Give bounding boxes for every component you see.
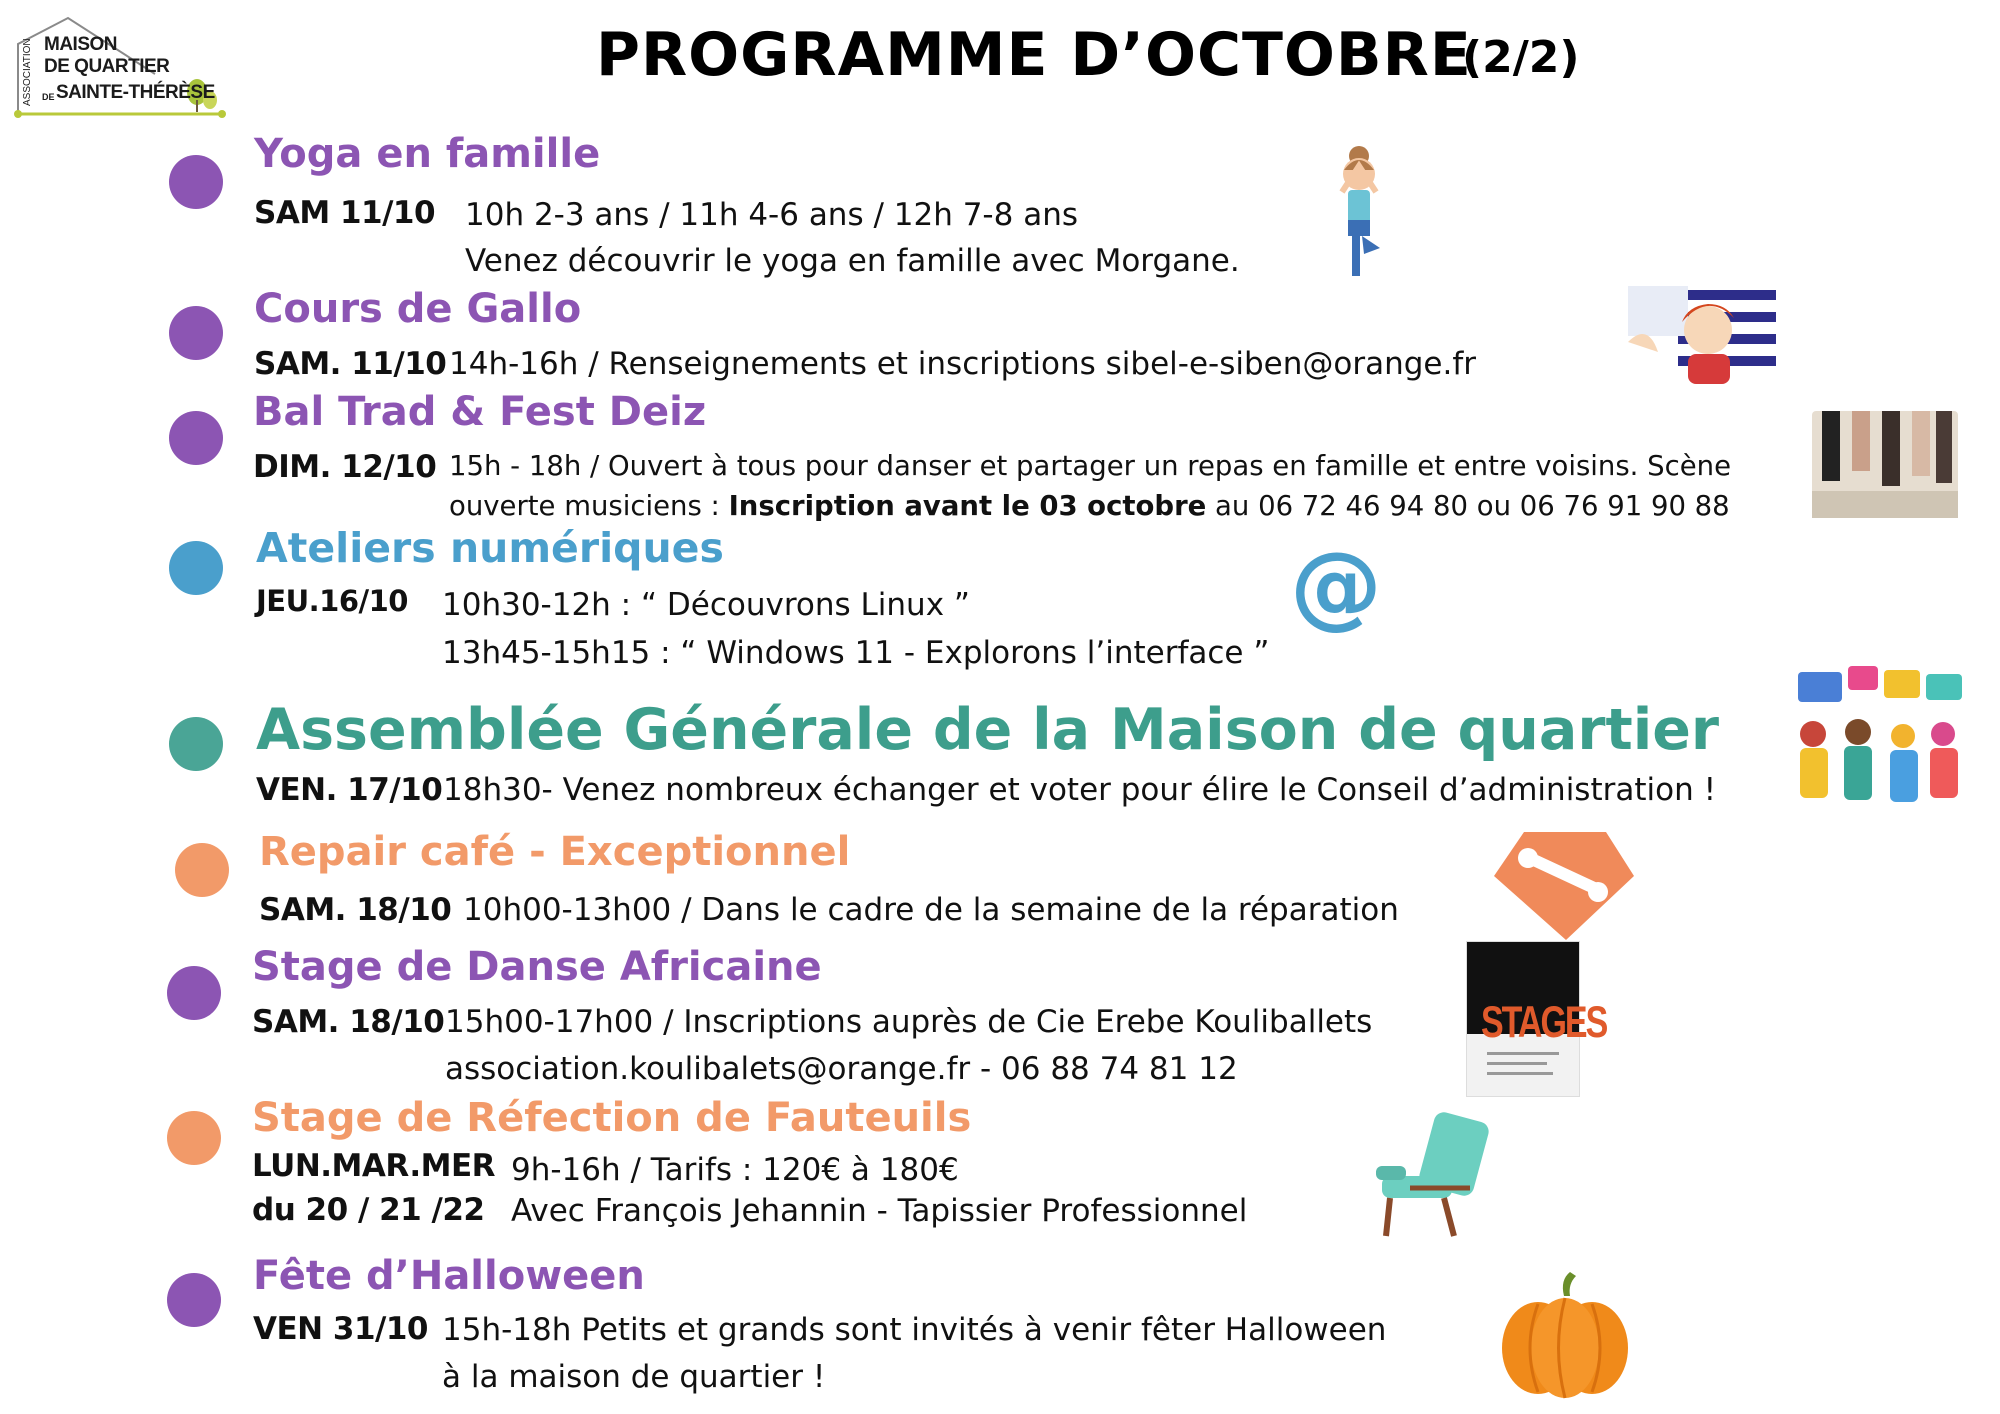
event-title-numerique: Ateliers numériques: [256, 524, 724, 572]
yoga-child-icon: [1322, 144, 1396, 286]
event-title-fauteuils: Stage de Réfection de Fauteuils: [252, 1095, 972, 1141]
event-detail-line: 10h30-12h : “ Découvrons Linux ”: [442, 587, 970, 623]
event-title-gallo: Cours de Gallo: [254, 286, 582, 332]
stages-poster: [1466, 941, 1607, 1097]
gallo-character-icon: [1618, 282, 1780, 390]
at-sign-icon: @: [1290, 532, 1382, 639]
event-date-assemblee: VEN. 17/10: [256, 772, 443, 808]
event-bullet: [169, 411, 223, 465]
people-discussion-icon: [1778, 664, 1978, 824]
event-detail-line: 18h30- Venez nombreux échanger et voter pour élire le Conseil d’administration !: [443, 772, 1717, 808]
pumpkin-icon: [1498, 1270, 1632, 1400]
logo-line2: DE QUARTIER: [44, 56, 170, 77]
event-detail-line: 15h00-17h00 / Inscriptions auprès de Cie Erebe Kouliballets: [445, 1004, 1373, 1040]
poster-title: STAGES: [1481, 998, 1607, 1048]
logo-line3: SAINTE-THÉRÈSE: [56, 82, 215, 103]
armchair-icon: [1370, 1112, 1490, 1238]
page-part-indicator: (2/2): [1462, 32, 1580, 83]
event-detail-line: 10h 2-3 ans / 11h 4-6 ans / 12h 7-8 ans: [465, 197, 1078, 233]
event-date-yoga: SAM 11/10: [254, 195, 436, 231]
event-date-numerique: JEU.16/10: [256, 584, 408, 618]
logo-association-text: ASSOCIATION: [22, 38, 33, 106]
event-detail-line: 15h - 18h / Ouvert à tous pour danser et partager un repas en famille et entre voisins. Scène: [449, 450, 1732, 482]
event-detail-emphasis: Inscription avant le 03 octobre: [728, 490, 1207, 522]
wrench-fist-icon: [1494, 832, 1634, 940]
event-bullet: [167, 1111, 221, 1165]
event-date-baltrad: DIM. 12/10: [253, 449, 437, 485]
event-date-repair: SAM. 18/10: [259, 892, 452, 928]
association-logo: [10, 14, 235, 119]
event-detail-line: Avec François Jehannin - Tapissier Professionnel: [511, 1193, 1248, 1229]
event-detail-line: 15h-18h Petits et grands sont invités à venir fêter Halloween: [442, 1312, 1387, 1348]
logo-de: DE: [42, 92, 55, 102]
event-date-halloween: VEN 31/10: [253, 1311, 429, 1347]
event-detail-line: 9h-16h / Tarifs : 120€ à 180€: [511, 1152, 959, 1188]
event-detail-line-composite: [449, 490, 1730, 522]
event-title-danse: Stage de Danse Africaine: [252, 944, 822, 990]
event-bullet: [175, 843, 229, 897]
event-detail-line: à la maison de quartier !: [442, 1359, 826, 1395]
logo-line1: MAISON: [44, 34, 117, 55]
event-title-halloween: Fête d’Halloween: [253, 1253, 645, 1299]
event-detail-text: au 06 72 46 94 80 ou 06 76 91 90 88: [1206, 490, 1730, 522]
event-bullet: [167, 1273, 221, 1327]
event-title-repair: Repair café - Exceptionnel: [259, 829, 851, 875]
event-title-baltrad: Bal Trad & Fest Deiz: [253, 389, 707, 435]
page-title: PROGRAMME D’OCTOBRE: [596, 20, 1472, 90]
event-title-assemblee: Assemblée Générale de la Maison de quartier: [256, 697, 1720, 763]
event-detail-line: 14h-16h / Renseignements et inscriptions sibel-e-siben@orange.fr: [449, 346, 1477, 382]
event-bullet: [169, 306, 223, 360]
event-title-yoga: Yoga en famille: [254, 131, 601, 177]
event-detail-text: ouverte musiciens :: [449, 490, 729, 522]
event-date-fauteuils-days: LUN.MAR.MER: [252, 1148, 495, 1184]
event-bullet: [167, 966, 221, 1020]
event-detail-line: association.koulibalets@orange.fr - 06 88 74 81 12: [445, 1051, 1238, 1087]
event-bullet: [169, 717, 223, 771]
event-date-fauteuils-dates: du 20 / 21 /22: [252, 1192, 485, 1228]
dancing-feet-photo: [1812, 411, 1958, 518]
event-detail-line: 13h45-15h15 : “ Windows 11 - Explorons l’interface ”: [442, 635, 1270, 671]
event-date-danse: SAM. 18/10: [252, 1004, 445, 1040]
event-bullet: [169, 541, 223, 595]
event-bullet: [169, 155, 223, 209]
event-date-gallo: SAM. 11/10: [254, 346, 447, 382]
event-detail-line: Venez découvrir le yoga en famille avec Morgane.: [465, 243, 1240, 279]
event-detail-line: 10h00-13h00 / Dans le cadre de la semaine de la réparation: [463, 892, 1399, 928]
